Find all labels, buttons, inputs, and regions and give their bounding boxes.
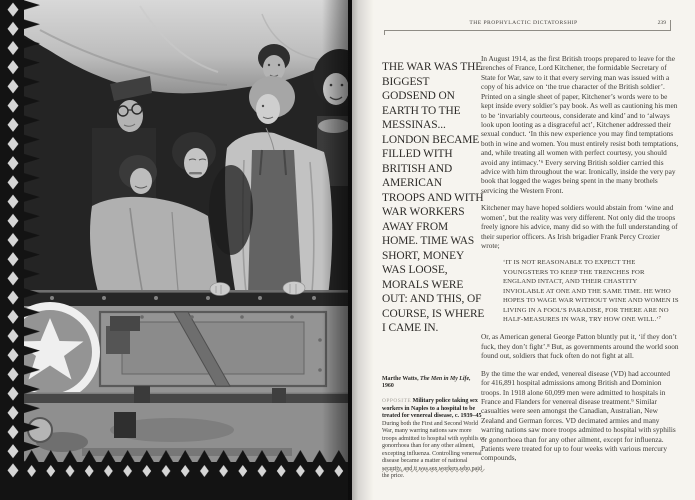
attribution-book-title: The Men in My Life,	[420, 376, 471, 382]
photo-military-truck	[22, 0, 348, 462]
rule-tick-left	[384, 31, 385, 35]
article-body	[481, 54, 679, 471]
decorative-border-left	[0, 0, 44, 478]
header-rule	[384, 30, 671, 31]
caption-body-text: During both the First and Second World War, many warring nations saw more troops admitted to hospital with syphilis or gonorrhoea than for any other ailment, excepting influenza. Controlling venereal disease became a matter of national security, and it was sex workers who paid the price.	[382, 420, 485, 480]
paragraph-1: In August 1914, as the first British troops prepared to leave for the trenches of France, Lord Kitchener, the formidable Secretary of State for War, saw to it that every serving man was issued with a copy of his advice on ‘the true character of the British soldier’. Printed on a single sheet of paper, Kitchener’s words were to be kept inside every soldier’s pay book. As well as cautioning his men to be ‘invariably courteous, considerate and kind’ and to ‘always look upon looting as a disgraceful act’, Kitchener addressed their sexual conduct. ‘In this new experience you may find temptations both in wine and women. You must entirely resist both temptations, and, while treating all women with perfect courtesy, you should avoid any intimacy.’⁶ Every serving British soldier carried this advice with him throughout the war. Ironically, inside the very pay book that logged the wages being spent in the many brothels servicing the Western Front.	[481, 54, 679, 195]
pull-quote: THE WAR WAS THE BIGGEST GODSEND ON EARTH TO THE MESSINAS... LONDON BECAME FILLED WITH BRITISH AND AMERICAN TROOPS AND WITH WAR WORKERS AWAY FROM HOME. TIME WAS SHORT, MONEY WAS LOOSE, MORALS WERE OUT: AND THIS, OF COURSE, IS WHERE I CAME IN.	[382, 61, 485, 334]
pull-quote-attribution	[382, 376, 485, 390]
rule-tick-right	[670, 20, 671, 31]
page-gutter	[348, 0, 374, 500]
caption-label: OPPOSITE	[382, 398, 412, 404]
right-page	[352, 0, 695, 500]
paragraph-2: Kitchener may have hoped soldiers would abstain from ‘wine and women’, but the reality was very different. Not only did the troops freely ignore his advice, many did so with the full understanding of their superior officers. As Irish brigadier Frank Percy Crozier wrote;	[481, 203, 678, 251]
paragraph-3: Or, as American general George Patton bluntly put it, ‘if they don’t fuck, they don’t fight’.⁸ But, as governments around the world soon found out, soldiers that fuck often do not fight at all.	[481, 332, 679, 361]
running-header: THE PROPHYLACTIC DICTATORSHIP	[469, 20, 578, 26]
decorative-border-bottom	[22, 450, 348, 480]
zigzag-divider	[382, 468, 486, 474]
caption-bold-text: Military police taking sex workers in Naples to a hospital to be treated for venereal disease, c. 1939–45	[382, 398, 482, 420]
attribution-year: 1960	[382, 383, 394, 390]
block-quote: ‘IT IS NOT REASONABLE TO EXPECT THE YOUNGSTERS TO KEEP THE TRENCHES FOR ENGLAND INTACT, AND THEIR CHASTITY INVIOLABLE AT ONE AND THE SAME TIME. HE WHO HOPES TO WAGE WAR WITHOUT WINE AND WOMEN IS LIVING IN A FOOL’S PARADISE, FOR THERE ARE NO HALF-MEASURES IN WAR, TRY HOW ONE WILL.’⁷	[503, 259, 679, 323]
attribution-author: Marthe Watts,	[382, 376, 421, 382]
page-number: 239	[657, 20, 666, 26]
paragraph-4: By the time the war ended, venereal disease (VD) had accounted for 416,891 hospital admissions among British and Dominion troops. In 1918 alone 60,099 men were admitted to hospitals in France and Flanders for venereal disease treatment.⁹ Similar casualties were seen amongst the Canadian, Australian, New Zealand and German forces. VD decimated armies and many warring nations saw more troops admitted to hospital with syphilis or gonorrhoea than for any other ailment, except for influenza. Patients were treated for up to four weeks with various mercury compounds,	[481, 368, 676, 463]
